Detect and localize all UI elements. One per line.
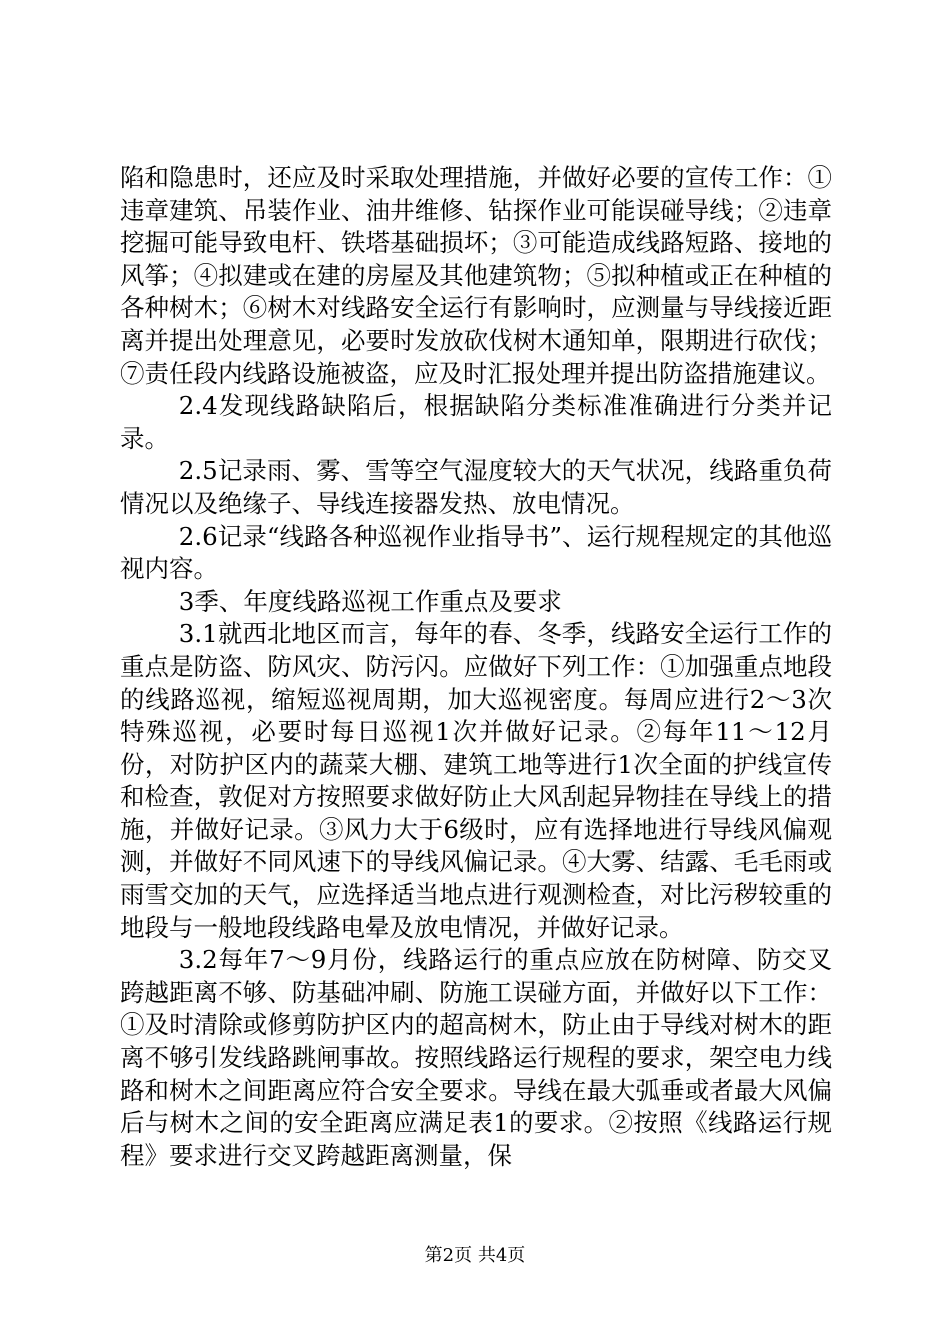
paragraph-2-6: 2.6记录“线路各种巡视作业指导书”、运行规程规定的其他巡视内容。 — [120, 521, 832, 584]
document-body — [120, 162, 832, 1172]
paragraph-2-5: 2.5记录雨、雾、雪等空气湿度较大的天气状况，线路重负荷情况以及绝缘子、导线连接器发热、放电情况。 — [120, 456, 832, 518]
paragraph-3-2: 3.2每年7～9月份，线路运行的重点应放在防树障、防交叉跨越距离不够、防基础冲刷、防施工误碰方面，并做好以下工作：①及时清除或修剪防护区内的超高树木，防止由于导线对树木的距离不够引发线路跳闸事故。按照线路运行规程的要求，架空电力线路和树木之间距离应符合安全要求。导线在最大弧垂或者最大风偏后与树木之间的安全距离应满足表1的要求。②按照《线路运行规程》要求进行交叉跨越距离测量，保 — [120, 945, 832, 1170]
paragraph-2-4: 2.4发现线路缺陷后，根据缺陷分类标准准确进行分类并记录。 — [120, 391, 832, 453]
paragraph-continued-hazards: 陷和隐患时，还应及时采取处理措施，并做好必要的宣传工作：①违章建筑、吊装作业、油井维修、钻探作业可能误碰导线；②违章挖掘可能导致电杆、铁塔基础损坏；③可能造成线路短路、接地的风筝；④拟建或在建的房屋及其他建筑物；⑤拟种植或正在种植的各种树木；⑥树木对线路安全运行有影响时，应测量与导线接近距离并提出处理意见，必要时发放砍伐树木通知单，限期进行砍伐；⑦责任段内线路设施被盗，应及时汇报处理并提出防盗措施建议。 — [120, 163, 832, 388]
paragraph-3-1: 3.1就西北地区而言，每年的春、冬季，线路安全运行工作的重点是防盗、防风灾、防污闪。应做好下列工作：①加强重点地段的线路巡视，缩短巡视周期，加大巡视密度。每周应进行2～3次特殊巡视，必要时每日巡视1次并做好记录。②每年11～12月份，对防护区内的蔬菜大棚、建筑工地等进行1次全面的护线宣传和检查，敦促对方按照要求做好防止大风刮起异物挂在导线上的措施，并做好记录。③风力大于6级时，应有选择地进行导线风偏观测，并做好不同风速下的导线风偏记录。④大雾、结露、毛毛雨或雨雪交加的天气，应选择适当地点进行观测检查，对比污秽较重的地段与一般地段线路电晕及放电情况，并做好记录。 — [120, 619, 832, 942]
section-heading-3: 3季、年度线路巡视工作重点及要求 — [178, 586, 562, 616]
page-number-footer: 第2页 共4页 — [424, 1245, 526, 1266]
